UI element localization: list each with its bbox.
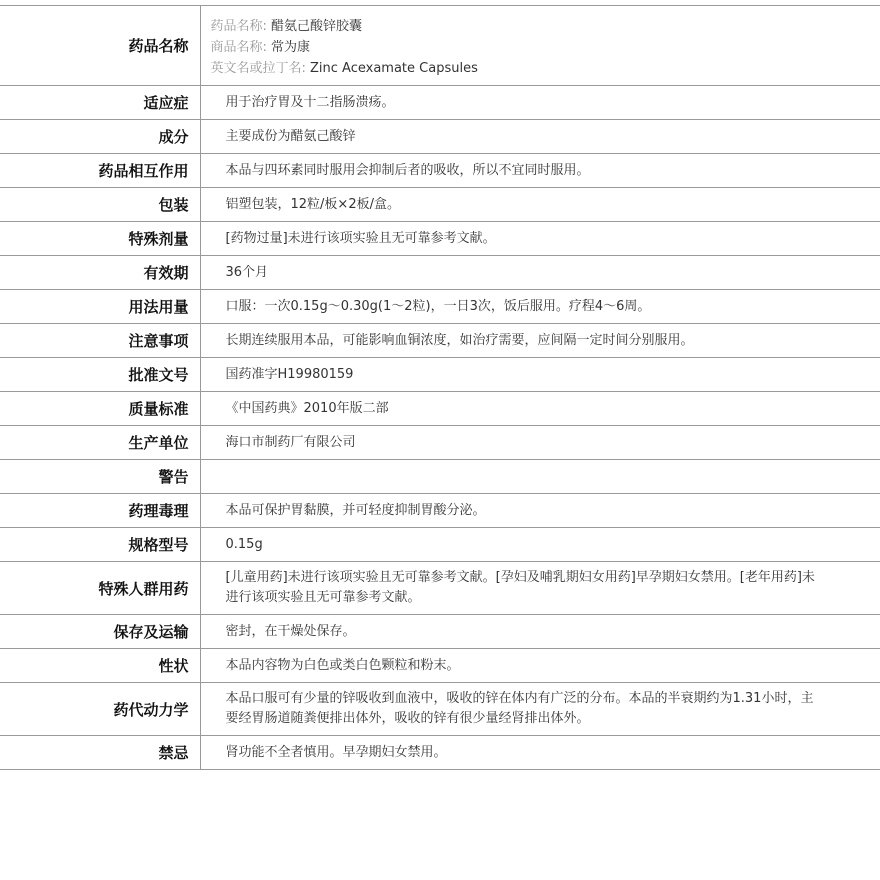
row-value: 本品可保护胃黏膜，并可轻度抑制胃酸分泌。 bbox=[225, 502, 486, 518]
row-label: 特殊剂量 bbox=[0, 222, 200, 256]
trade-name-key: 商品名称: bbox=[210, 40, 272, 55]
row-manufacturer bbox=[0, 426, 880, 460]
row-value: 主要成份为醋氨己酸锌 bbox=[225, 128, 356, 144]
row-value: [儿童用药]未进行该项实验且无可靠参考文献。[孕妇及哺乳期妇女用药]早孕期妇女禁用。[老年用药]未进行该项实验且无可靠参考文献。 bbox=[225, 570, 815, 605]
generic-name-line bbox=[211, 16, 861, 37]
row-warning bbox=[0, 460, 880, 494]
row-label: 药代动力学 bbox=[0, 683, 200, 736]
english-name-value: Zinc Acexamate Capsules bbox=[310, 61, 478, 76]
row-value: 国药准字H19980159 bbox=[225, 366, 354, 382]
row-ingredients bbox=[0, 120, 880, 154]
row-label: 生产单位 bbox=[0, 426, 200, 460]
row-value: 本品内容物为白色或类白色颗粒和粉末。 bbox=[225, 657, 460, 673]
row-special-dosage bbox=[0, 222, 880, 256]
row-interactions bbox=[0, 154, 880, 188]
row-value: 本品口服可有少量的锌吸收到血液中，吸收的锌在体内有广泛的分布。本品的半衰期约为1.31小时，主要经胃肠道随粪便排出体外，吸收的锌有很少量经肾排出体外。 bbox=[225, 691, 814, 726]
row-precautions bbox=[0, 324, 880, 358]
row-shelf-life bbox=[0, 256, 880, 290]
row-approval-number bbox=[0, 358, 880, 392]
row-value: 0.15g bbox=[225, 536, 263, 552]
row-indications bbox=[0, 86, 880, 120]
row-label: 药品名称 bbox=[0, 6, 200, 86]
row-label: 包装 bbox=[0, 188, 200, 222]
row-pharmacokinetics bbox=[0, 683, 880, 736]
row-label: 禁忌 bbox=[0, 736, 200, 770]
drug-name-cell bbox=[200, 6, 880, 86]
row-value: 铝塑包装，12粒/板×2板/盒。 bbox=[225, 196, 400, 212]
row-label: 成分 bbox=[0, 120, 200, 154]
row-value: 《中国药典》2010年版二部 bbox=[225, 400, 389, 416]
row-special-populations bbox=[0, 562, 880, 615]
generic-name-value: 醋氨己酸锌胶囊 bbox=[271, 19, 363, 34]
row-label: 用法用量 bbox=[0, 290, 200, 324]
generic-name-key: 药品名称: bbox=[210, 19, 272, 34]
row-label: 适应症 bbox=[0, 86, 200, 120]
row-value: 海口市制药厂有限公司 bbox=[225, 434, 356, 450]
row-value: 密封，在干燥处保存。 bbox=[225, 623, 356, 639]
row-label: 药品相互作用 bbox=[0, 154, 200, 188]
row-value: 口服：一次0.15g～0.30g(1～2粒)，一日3次，饭后服用。疗程4～6周。 bbox=[225, 298, 651, 314]
row-label: 警告 bbox=[0, 460, 200, 494]
row-value: 肾功能不全者慎用。早孕期妇女禁用。 bbox=[225, 744, 447, 760]
row-label: 保存及运输 bbox=[0, 615, 200, 649]
row-packaging bbox=[0, 188, 880, 222]
trade-name-value: 常为康 bbox=[271, 40, 311, 55]
row-label: 注意事项 bbox=[0, 324, 200, 358]
row-value: 长期连续服用本品，可能影响血铜浓度，如治疗需要，应间隔一定时间分别服用。 bbox=[225, 332, 694, 348]
row-label: 批准文号 bbox=[0, 358, 200, 392]
trade-name-line bbox=[211, 37, 861, 58]
row-value: [药物过量]未进行该项实验且无可靠参考文献。 bbox=[225, 230, 496, 246]
row-value: 用于治疗胃及十二指肠溃疡。 bbox=[225, 94, 395, 110]
row-value: 36个月 bbox=[225, 264, 269, 280]
row-label: 质量标准 bbox=[0, 392, 200, 426]
row-pharmacology bbox=[0, 494, 880, 528]
row-value bbox=[200, 460, 880, 494]
drug-info-body bbox=[0, 6, 880, 770]
row-value: 本品与四环素同时服用会抑制后者的吸收，所以不宜同时服用。 bbox=[225, 162, 590, 178]
row-label: 性状 bbox=[0, 649, 200, 683]
row-storage bbox=[0, 615, 880, 649]
row-specification bbox=[0, 528, 880, 562]
row-dosage bbox=[0, 290, 880, 324]
row-label: 药理毒理 bbox=[0, 494, 200, 528]
row-label: 有效期 bbox=[0, 256, 200, 290]
english-name-line bbox=[211, 58, 861, 79]
row-label: 特殊人群用药 bbox=[0, 562, 200, 615]
row-drug-name bbox=[0, 6, 880, 86]
row-label: 规格型号 bbox=[0, 528, 200, 562]
drug-info-table bbox=[0, 5, 880, 770]
row-quality-standard bbox=[0, 392, 880, 426]
row-appearance bbox=[0, 649, 880, 683]
row-contraindications bbox=[0, 736, 880, 770]
english-name-key: 英文名或拉丁名: bbox=[210, 61, 311, 76]
